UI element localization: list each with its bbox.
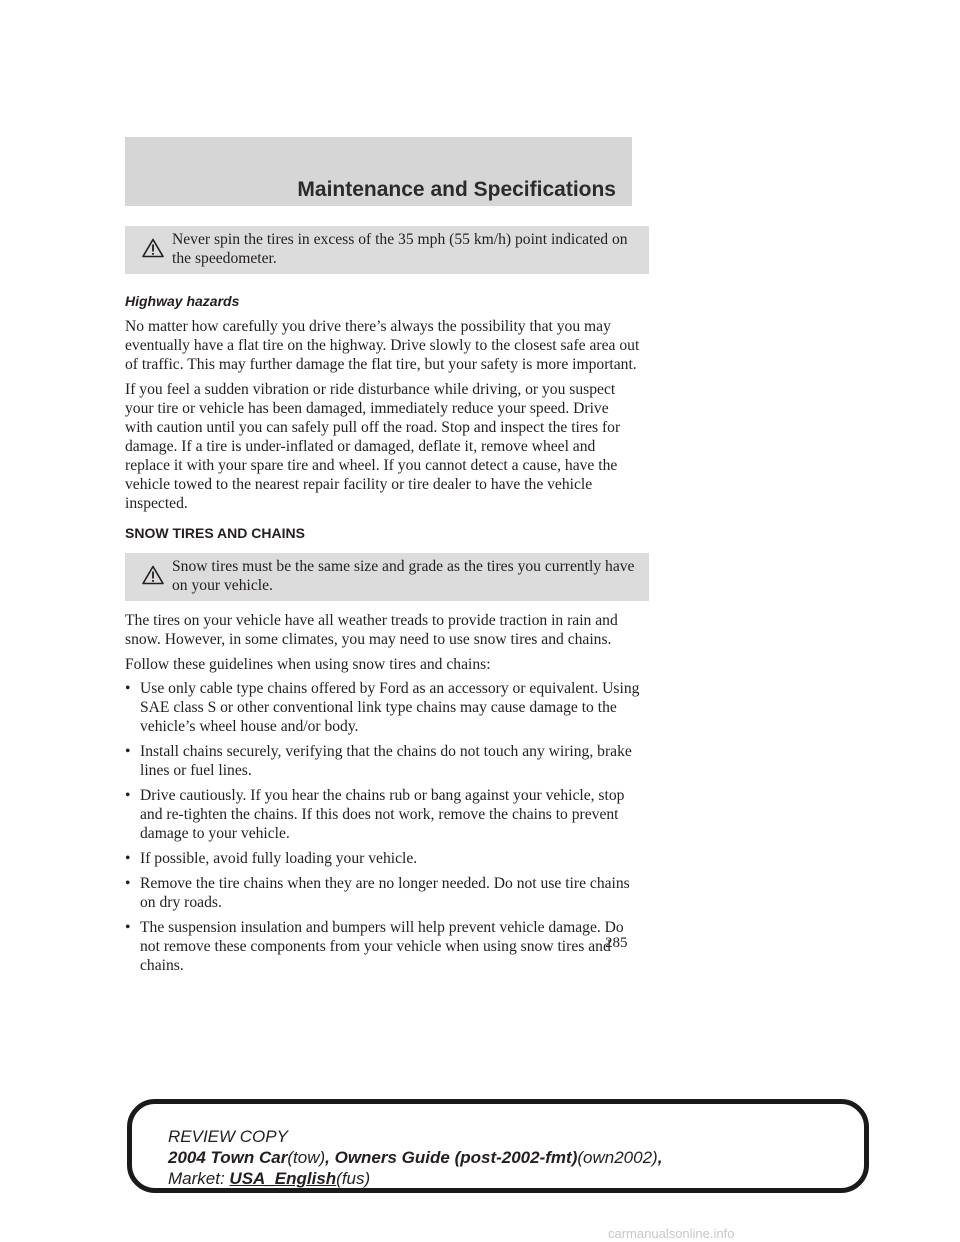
list-item-text: Install chains securely, verifying that the chains do not touch any wiring, brake lines or fuel lines. [140,743,632,779]
page-title: Maintenance and Specifications [297,178,616,201]
list-item-text: Drive cautiously. If you hear the chains rub or bang against your vehicle, stop and re-tighten the chains. If this does not work, remove the chains to prevent damage to your vehicle. [140,787,625,842]
watermark: carmanualsonline.info [608,1226,735,1241]
paragraph: The tires on your vehicle have all weather treads to provide traction in rain and snow. However, in some climates, you may need to use snow tires and chains. [125,612,618,648]
list-item [125,742,640,780]
warning-box [125,553,649,601]
list-item-text: If possible, avoid fully loading your vehicle. [140,850,418,867]
review-market-line [168,1168,662,1189]
bullet-icon: • [125,787,131,804]
review-guide: Owners Guide (post-2002-fmt) [334,1148,578,1167]
section-heading: SNOW TIRES AND CHAINS [125,525,305,541]
warning-box [125,226,649,274]
list-item [125,786,640,843]
bullet-icon: • [125,850,131,867]
list-item [125,849,640,868]
bullet-icon: • [125,875,131,892]
list-item-text: Use only cable type chains offered by Ford as an accessory or equivalent. Using SAE class S or other conventional link type chains may cause damage to the vehicle’s wheel house and/or body. [140,680,640,735]
review-market-label: Market: [168,1169,225,1188]
review-vehicle: 2004 Town Car [168,1148,288,1167]
review-copy-text [168,1126,662,1189]
review-separator: , [657,1148,663,1167]
bullet-icon: • [125,680,131,697]
review-market-code: (fus) [336,1169,371,1188]
review-separator: , [325,1148,335,1167]
paragraph: Follow these guidelines when using snow tires and chains: [125,656,491,673]
review-document-line [168,1147,662,1168]
bullet-icon: • [125,743,131,760]
header-band [125,137,632,206]
paragraph: If you feel a sudden vibration or ride disturbance while driving, or you suspect your tire or vehicle has been damaged, immediately reduce your speed. Drive with caution until you can safely pull off the road. Stop and inspect the tires for damage. If a tire is under-inflated or damaged, deflate it, remove wheel and replace it with your spare tire and wheel. If you cannot detect a cause, have the vehicle towed to the nearest repair facility or tire dealer to have the vehicle inspected. [125,381,621,512]
review-market: USA_English [229,1169,337,1188]
list-item [125,918,640,975]
review-label: REVIEW COPY [168,1127,288,1146]
section-subheading: Highway hazards [125,293,240,309]
list-item-text: The suspension insulation and bumpers will help prevent vehicle damage. Do not remove these components from your vehicle when using snow tires and chains. [140,919,624,974]
page-content [117,226,640,981]
warning-text: Snow tires must be the same size and grade as the tires you currently have on your vehicle. [172,558,635,594]
review-guide-code: (own2002) [577,1148,658,1167]
warning-triangle-icon [142,238,164,258]
list-item-text: Remove the tire chains when they are no longer needed. Do not use tire chains on dry roads. [140,875,630,911]
paragraph: No matter how carefully you drive there’s always the possibility that you may eventually have a flat tire on the highway. Drive slowly to the closest safe area out of traffic. This may further damage the flat tire, but your safety is more important. [125,318,640,373]
bullet-icon: • [125,919,131,936]
warning-triangle-icon [142,565,164,585]
list-item [125,874,640,912]
guideline-list [125,679,640,975]
review-copy-box [127,1099,869,1193]
warning-text: Never spin the tires in excess of the 35 mph (55 km/h) point indicated on the speedometer. [172,231,628,267]
review-vehicle-code: (tow) [287,1148,326,1167]
list-item [125,679,640,736]
page-number: 285 [605,935,628,951]
